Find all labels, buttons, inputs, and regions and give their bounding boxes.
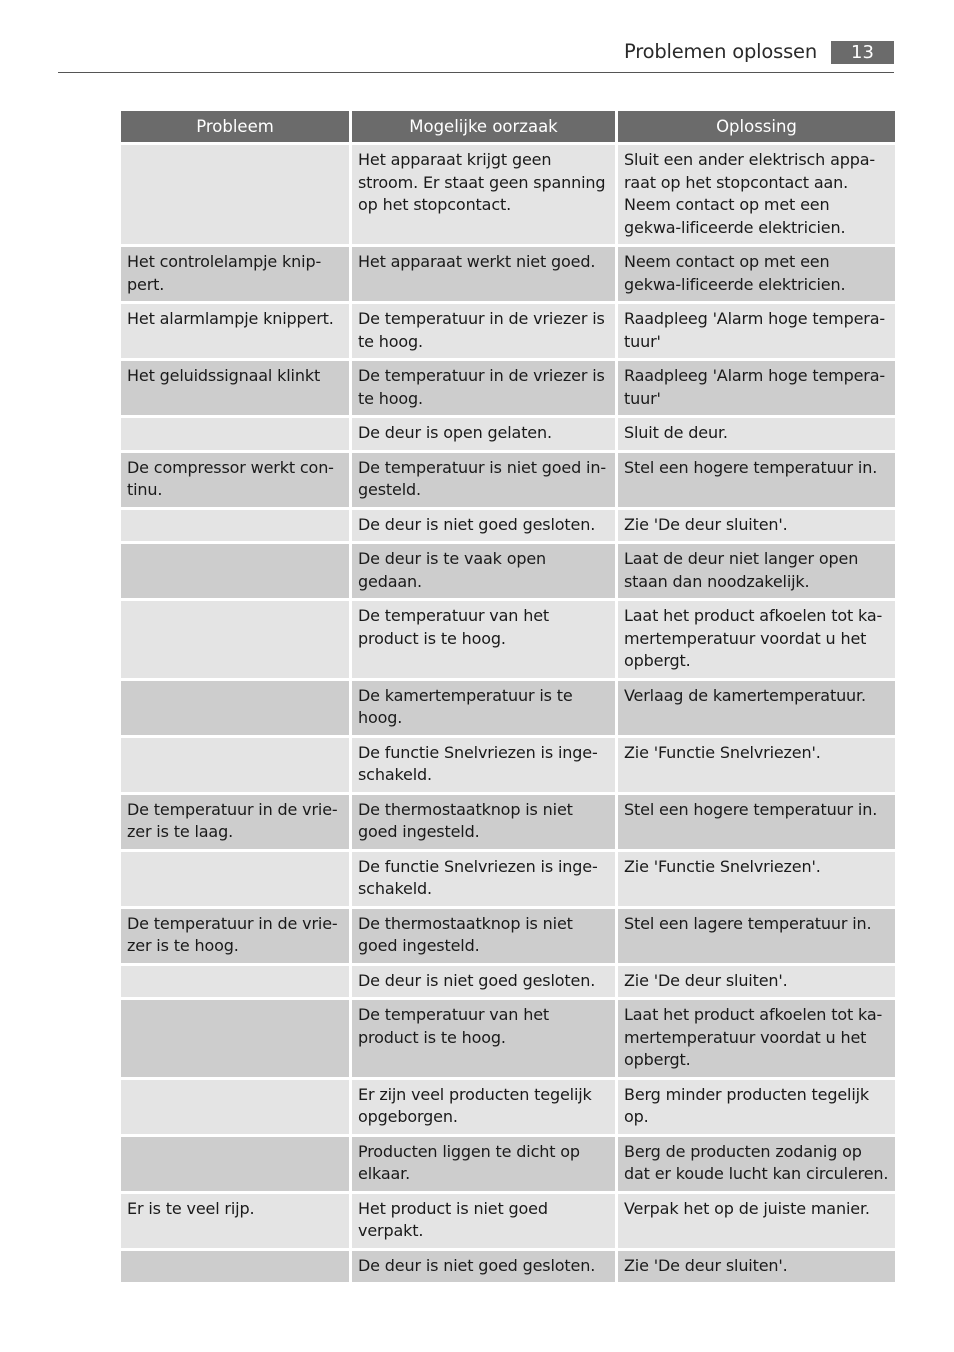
table-row (121, 1137, 895, 1194)
cause-cell: De thermostaatknop is niet goed ingesteld. (352, 795, 618, 852)
problem-cell: Het geluidssignaal klinkt (121, 361, 352, 418)
table-row (121, 361, 895, 418)
problem-cell (121, 966, 352, 1001)
table-row (121, 418, 895, 453)
page-number-badge: 13 (831, 41, 894, 64)
table-row (121, 852, 895, 909)
table-row (121, 681, 895, 738)
problem-cell (121, 510, 352, 545)
table-body (121, 145, 895, 1285)
problem-cell (121, 1080, 352, 1137)
cause-cell: De temperatuur is niet goed in-gesteld. (352, 453, 618, 510)
cause-cell: Producten liggen te dicht op elkaar. (352, 1137, 618, 1194)
problem-cell (121, 1137, 352, 1194)
cause-cell: De deur is niet goed gesloten. (352, 510, 618, 545)
table-row (121, 966, 895, 1001)
cause-cell: De deur is open gelaten. (352, 418, 618, 453)
page-title: Problemen oplossen (623, 40, 817, 63)
problem-cell: Het alarmlampje knippert. (121, 304, 352, 361)
troubleshooting-table (121, 111, 895, 1285)
solution-cell: Sluit een ander elektrisch appa-raat op het stopcontact aan. Neem contact op met een gekwa-lificeerde elektricien. (618, 145, 895, 247)
cause-cell: Het product is niet goed verpakt. (352, 1194, 618, 1251)
cause-cell: De deur is niet goed gesloten. (352, 1251, 618, 1286)
solution-cell: Stel een lagere temperatuur in. (618, 909, 895, 966)
problem-cell (121, 418, 352, 453)
cause-cell: De temperatuur in de vriezer is te hoog. (352, 304, 618, 361)
problem-cell (121, 1000, 352, 1080)
table-row (121, 1000, 895, 1080)
solution-cell: Verpak het op de juiste manier. (618, 1194, 895, 1251)
cause-cell: De functie Snelvriezen is inge-schakeld. (352, 852, 618, 909)
problem-cell: Het controlelampje knip-pert. (121, 247, 352, 304)
cause-cell: De kamertemperatuur is te hoog. (352, 681, 618, 738)
solution-cell: Stel een hogere temperatuur in. (618, 453, 895, 510)
solution-cell: Raadpleeg 'Alarm hoge tempera-tuur' (618, 361, 895, 418)
cause-cell: De deur is te vaak open gedaan. (352, 544, 618, 601)
problem-cell (121, 1251, 352, 1286)
problem-cell: De temperatuur in de vrie-zer is te laag. (121, 795, 352, 852)
problem-cell: De temperatuur in de vrie-zer is te hoog. (121, 909, 352, 966)
table-row (121, 1194, 895, 1251)
table-row (121, 510, 895, 545)
table-row (121, 247, 895, 304)
problem-cell (121, 681, 352, 738)
solution-cell: Verlaag de kamertemperatuur. (618, 681, 895, 738)
cause-cell: De functie Snelvriezen is inge-schakeld. (352, 738, 618, 795)
solution-cell: Berg minder producten tegelijk op. (618, 1080, 895, 1137)
table-row (121, 304, 895, 361)
cause-cell: De temperatuur in de vriezer is te hoog. (352, 361, 618, 418)
cause-cell: Het apparaat krijgt geen stroom. Er staat geen spanning op het stopcontact. (352, 145, 618, 247)
solution-cell: Laat de deur niet langer open staan dan noodzakelijk. (618, 544, 895, 601)
column-header-probleem: Probleem (121, 111, 352, 145)
solution-cell: Zie 'De deur sluiten'. (618, 510, 895, 545)
column-header-oplossing: Oplossing (618, 111, 895, 145)
cause-cell: Er zijn veel producten tegelijk opgeborgen. (352, 1080, 618, 1137)
problem-cell: Er is te veel rijp. (121, 1194, 352, 1251)
cause-cell: De thermostaatknop is niet goed ingesteld. (352, 909, 618, 966)
table-row (121, 601, 895, 681)
column-header-oorzaak: Mogelijke oorzaak (352, 111, 618, 145)
problem-cell (121, 738, 352, 795)
table-row (121, 795, 895, 852)
problem-cell: De compressor werkt con-tinu. (121, 453, 352, 510)
table-row (121, 738, 895, 795)
solution-cell: Berg de producten zodanig op dat er koude lucht kan circuleren. (618, 1137, 895, 1194)
solution-cell: Zie 'Functie Snelvriezen'. (618, 852, 895, 909)
table-row (121, 453, 895, 510)
table-row (121, 1080, 895, 1137)
solution-cell: Stel een hogere temperatuur in. (618, 795, 895, 852)
solution-cell: Sluit de deur. (618, 418, 895, 453)
problem-cell (121, 544, 352, 601)
table-row (121, 145, 895, 247)
solution-cell: Laat het product afkoelen tot ka-mertemperatuur voordat u het opbergt. (618, 1000, 895, 1080)
table-row (121, 909, 895, 966)
solution-cell: Laat het product afkoelen tot ka-mertemperatuur voordat u het opbergt. (618, 601, 895, 681)
solution-cell: Zie 'De deur sluiten'. (618, 1251, 895, 1286)
table-row (121, 1251, 895, 1286)
cause-cell: Het apparaat werkt niet goed. (352, 247, 618, 304)
cause-cell: De temperatuur van het product is te hoog. (352, 1000, 618, 1080)
page-header (58, 38, 894, 73)
problem-cell (121, 145, 352, 247)
solution-cell: Raadpleeg 'Alarm hoge tempera-tuur' (618, 304, 895, 361)
table-header-row (121, 111, 895, 145)
solution-cell: Zie 'Functie Snelvriezen'. (618, 738, 895, 795)
table-row (121, 544, 895, 601)
cause-cell: De deur is niet goed gesloten. (352, 966, 618, 1001)
cause-cell: De temperatuur van het product is te hoog. (352, 601, 618, 681)
solution-cell: Neem contact op met een gekwa-lificeerde elektricien. (618, 247, 895, 304)
solution-cell: Zie 'De deur sluiten'. (618, 966, 895, 1001)
problem-cell (121, 852, 352, 909)
problem-cell (121, 601, 352, 681)
